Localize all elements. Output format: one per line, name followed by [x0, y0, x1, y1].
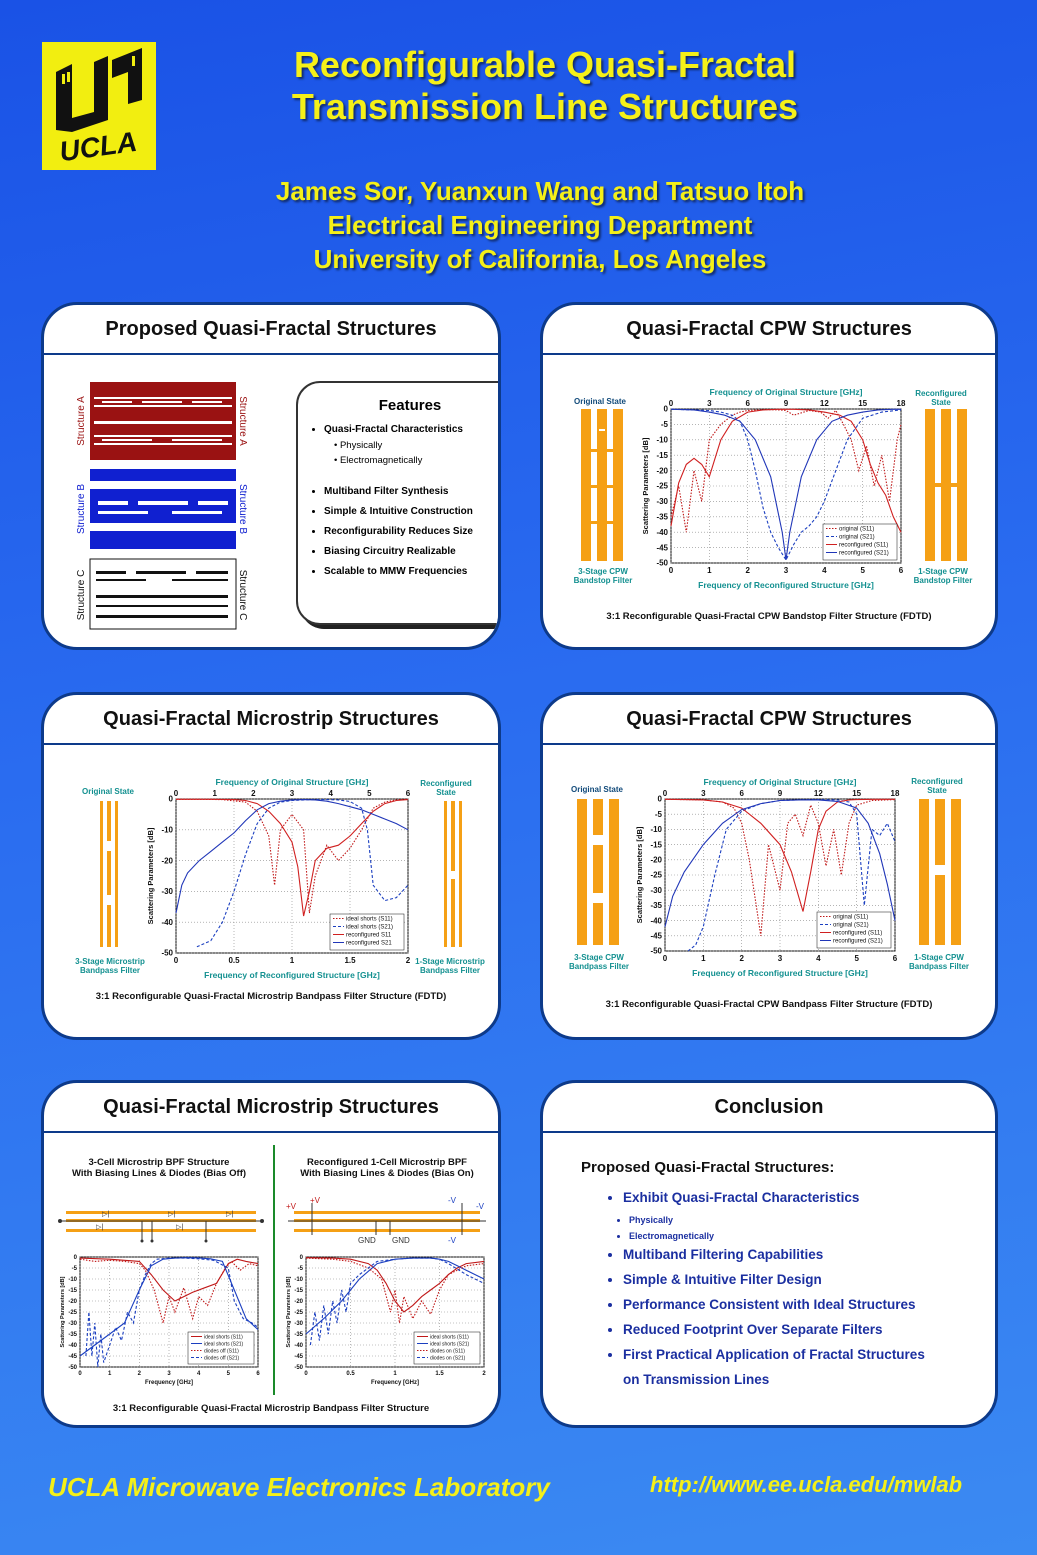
y-tick-label: -20: [656, 466, 668, 476]
y-tick-label: -15: [68, 1288, 77, 1294]
legend-entry: ideal shorts (S21): [346, 924, 394, 931]
y-tick-label: -30: [161, 887, 173, 897]
x-tick-label: 3: [777, 954, 783, 963]
top-tick-label: 5: [367, 789, 372, 798]
legend-entry: reconfigured S21: [346, 940, 392, 947]
x-tick-label: 5: [226, 1371, 231, 1377]
x-tick-label: 0: [304, 1371, 308, 1377]
top-tick-label: 12: [819, 399, 829, 408]
x-tick-label: 0.5: [228, 956, 240, 965]
panel-microstrip-biasing: [41, 1080, 501, 1428]
feature-item: • Simple & Intuitive Construction: [324, 506, 501, 517]
x-tick-label: 4: [822, 566, 827, 575]
x-tick-label: 1.5: [435, 1371, 444, 1377]
x-tick-label: 2: [137, 1371, 142, 1377]
structure-drawings: [72, 377, 292, 637]
y-tick-label: -10: [650, 825, 662, 835]
legend-entry: original (S11): [839, 526, 875, 533]
y-tick-label: -10: [656, 435, 668, 445]
y-tick-label: -5: [297, 1266, 303, 1272]
panel-title: Proposed Quasi-Fractal Structures: [44, 305, 498, 355]
legend-entry: diodes off (S11): [204, 1348, 239, 1355]
panel-cpw-bandstop: [540, 302, 998, 650]
right-structure-caption: 1-Stage CPW Bandpass Filter: [908, 953, 969, 971]
conclusion-content: [581, 1159, 981, 1397]
x-tick-label: 3: [167, 1371, 171, 1377]
y-tick-label: -50: [161, 948, 173, 958]
reconfigured-state-label: Reconfigured State: [911, 777, 963, 795]
conclusion-item: • Simple & Intuitive Filter Design: [623, 1272, 981, 1287]
x-tick-label: 3: [783, 566, 789, 575]
cpw-1stage-bandpass-drawing: [917, 799, 963, 945]
x-tick-label: 0: [662, 954, 668, 963]
y-tick-label: -45: [650, 931, 662, 941]
svg-text:UCLA: UCLA: [57, 125, 139, 168]
x-axis-label: Frequency of Reconfigured Structure [GHz]: [204, 970, 380, 980]
legend-entry: diodes off (S21): [204, 1355, 240, 1362]
right-structure-caption: 1-Stage CPW Bandstop Filter: [913, 567, 973, 585]
x-tick-label: 1: [701, 954, 706, 963]
lab-url[interactable]: http://www.ee.ucla.edu/mwlab: [650, 1472, 963, 1497]
svg-text:+V: +V: [286, 1202, 297, 1211]
x-tick-label: 1: [707, 566, 712, 575]
feature-subitem: • Physically: [334, 440, 383, 451]
original-state-label: Original State: [570, 785, 623, 794]
biasing-on-circuit: [282, 1195, 494, 1245]
y-tick-label: -45: [294, 1354, 303, 1360]
svg-text:Structure A: Structure A: [76, 396, 87, 446]
y-tick-label: -20: [161, 856, 173, 866]
y-tick-label: -10: [161, 825, 173, 835]
microstrip-bandpass-chart: [144, 771, 414, 981]
x-tick-label: 6: [256, 1371, 260, 1377]
svg-text:Structure A: Structure A: [237, 396, 248, 446]
y-tick-label: -30: [656, 497, 668, 507]
y-tick-label: -10: [294, 1277, 303, 1283]
y-tick-label: -15: [656, 450, 668, 460]
legend-entry: original (S21): [833, 922, 869, 929]
top-tick-label: 2: [251, 789, 256, 798]
author-block: [160, 174, 920, 276]
legend-entry: reconfigured S11: [346, 932, 392, 939]
x-tick-label: 1.5: [344, 956, 356, 965]
ucla-logo-icon: [42, 42, 156, 170]
panel-title: Quasi-Fractal Microstrip Structures: [44, 695, 498, 745]
svg-text:-V: -V: [448, 1196, 456, 1205]
legend-entry: ideal shorts (S21): [430, 1341, 470, 1348]
top-tick-label: 3: [707, 399, 712, 408]
y-axis-label: Scattering Parameters [dB]: [286, 1276, 292, 1348]
legend-entry: reconfigured (S21): [839, 550, 889, 557]
features-box: [296, 381, 501, 625]
reconfigured-state-label: Reconfigured State: [420, 779, 472, 797]
y-tick-label: -25: [650, 870, 662, 880]
cpw-bandpass-chart: [633, 771, 901, 979]
x-tick-label: 0: [173, 956, 179, 965]
y-tick-label: -40: [161, 917, 173, 927]
svg-text:▷|: ▷|: [176, 1224, 184, 1231]
top-axis-label: Frequency of Original Structure [GHz]: [703, 777, 857, 787]
panel-conclusion: [540, 1080, 998, 1428]
y-tick-label: -45: [656, 543, 668, 553]
y-tick-label: -20: [68, 1299, 77, 1305]
y-tick-label: -35: [656, 512, 668, 522]
y-tick-label: -15: [650, 840, 662, 850]
cpw-3stage-bandpass-drawing: [575, 799, 621, 945]
y-tick-label: -50: [650, 946, 662, 956]
x-tick-label: 6: [892, 954, 898, 963]
svg-text:Structure C: Structure C: [237, 569, 248, 621]
x-tick-label: 1: [289, 956, 295, 965]
panel-proposed-structures: [41, 302, 501, 650]
y-tick-label: -50: [656, 558, 668, 568]
conclusion-heading: Proposed Quasi-Fractal Structures:: [581, 1159, 835, 1176]
x-tick-label: 0: [668, 566, 674, 575]
cpw-1stage-drawing: [923, 409, 969, 561]
top-tick-label: 6: [405, 789, 411, 798]
x-tick-label: 2: [745, 566, 750, 575]
conclusion-list: [581, 1190, 981, 1387]
top-axis-label: Frequency of Original Structure [GHz]: [709, 387, 863, 397]
y-tick-label: 0: [73, 1255, 77, 1261]
conclusion-subitem: • Physically: [629, 1215, 981, 1225]
x-axis-label: Frequency of Reconfigured Structure [GHz]: [698, 580, 874, 590]
university: University of California, Los Angeles: [313, 244, 767, 274]
panel-caption: 3:1 Reconfigurable Quasi-Fractal Microstrip Bandpass Filter Structure (FDTD): [95, 991, 447, 1002]
panel-caption: 3:1 Reconfigurable Quasi-Fractal Microstrip Bandpass Filter Structure: [112, 1403, 430, 1414]
y-tick-label: 0: [657, 794, 662, 804]
conclusion-subitem: • Electromagnetically: [629, 1231, 981, 1241]
panel-title: Quasi-Fractal CPW Structures: [543, 695, 995, 745]
y-tick-label: -25: [68, 1310, 77, 1316]
legend-entry: ideal shorts (S11): [204, 1334, 243, 1341]
poster-title: [200, 44, 890, 128]
x-tick-label: 0: [78, 1371, 82, 1377]
microstrip-3stage-drawing: [96, 801, 122, 947]
svg-text:Structure B: Structure B: [76, 483, 87, 535]
y-tick-label: -15: [294, 1288, 303, 1294]
svg-text:GND: GND: [392, 1236, 410, 1245]
y-tick-label: -30: [68, 1321, 77, 1327]
top-tick-label: 18: [890, 789, 900, 798]
panel-title: Quasi-Fractal CPW Structures: [543, 305, 995, 355]
legend-entry: original (S21): [839, 534, 875, 541]
features-title: Features: [378, 397, 442, 414]
divider: [273, 1145, 275, 1395]
x-tick-label: 1: [107, 1371, 112, 1377]
x-tick-label: 0.5: [346, 1371, 355, 1377]
lab-name: UCLA Microwave Electronics Laboratory: [48, 1472, 550, 1502]
conclusion-item: • Reduced Footprint Over Separate Filters: [623, 1322, 981, 1337]
panel-caption: 3:1 Reconfigurable Quasi-Fractal CPW Bandstop Filter Structure (FDTD): [606, 611, 932, 622]
top-tick-label: 6: [739, 789, 744, 798]
panel-title: Quasi-Fractal Microstrip Structures: [44, 1083, 498, 1133]
x-tick-label: 2: [482, 1371, 486, 1377]
y-tick-label: -35: [68, 1332, 77, 1338]
feature-item: • Multiband Filter Synthesis: [324, 486, 501, 497]
top-tick-label: 9: [777, 789, 783, 798]
y-tick-label: -5: [654, 809, 662, 819]
conclusion-item: • Exhibit Quasi-Fractal Characteristics: [623, 1190, 981, 1205]
right-structure-caption: 1-Stage Microstrip Bandpass Filter: [415, 957, 485, 975]
top-tick-label: 0: [668, 399, 674, 408]
legend-entry: reconfigured (S11): [839, 542, 889, 549]
legend-entry: original (S11): [833, 914, 869, 921]
top-tick-label: 3: [701, 789, 706, 798]
left-subheading: 3-Cell Microstrip BPF Structure With Biasing Lines & Diodes (Bias Off): [71, 1157, 247, 1179]
top-tick-label: 6: [745, 399, 750, 408]
y-tick-label: -45: [68, 1354, 77, 1360]
x-tick-label: 1: [393, 1371, 397, 1377]
x-tick-label: 5: [860, 566, 865, 575]
legend-entry: reconfigured (S11): [833, 930, 883, 937]
svg-text:Structure B: Structure B: [237, 483, 248, 535]
original-state-label: Original State: [81, 787, 134, 796]
y-tick-label: 0: [299, 1255, 303, 1261]
top-tick-label: 0: [173, 789, 179, 798]
x-tick-label: 2: [405, 956, 411, 965]
y-tick-label: -25: [294, 1310, 303, 1316]
x-axis-label: Frequency [GHz]: [144, 1380, 194, 1386]
svg-text:-V: -V: [476, 1202, 484, 1211]
top-tick-label: 0: [662, 789, 668, 798]
ucla-logo: [42, 42, 156, 170]
top-tick-label: 18: [896, 399, 906, 408]
title-line-2: Transmission Line Structures: [291, 86, 799, 127]
y-tick-label: -40: [656, 527, 668, 537]
bias-on-chart: [284, 1249, 490, 1387]
department: Electrical Engineering Department: [327, 210, 753, 240]
legend-entry: ideal shorts (S21): [204, 1341, 244, 1348]
y-tick-label: -50: [68, 1365, 77, 1371]
biasing-off-circuit: [56, 1201, 266, 1245]
y-tick-label: -10: [68, 1277, 77, 1283]
top-tick-label: 9: [783, 399, 789, 408]
svg-text:▷|: ▷|: [168, 1211, 176, 1218]
x-tick-label: 5: [854, 954, 859, 963]
right-subheading: Reconfigured 1-Cell Microstrip BPF With Biasing Lines & Diodes (Bias On): [300, 1157, 474, 1179]
y-tick-label: -20: [650, 855, 662, 865]
x-tick-label: 4: [816, 954, 821, 963]
svg-text:-V: -V: [448, 1236, 456, 1245]
feature-item: • Biasing Circuitry Realizable: [324, 546, 501, 557]
y-tick-label: -20: [294, 1299, 303, 1305]
conclusion-item-continued: on Transmission Lines: [623, 1372, 770, 1387]
top-tick-label: 15: [858, 399, 868, 408]
panel-title: Conclusion: [543, 1083, 995, 1133]
conclusion-item: • Multiband Filtering Capabilities: [623, 1247, 981, 1262]
y-tick-label: -25: [656, 481, 668, 491]
x-axis-label: Frequency [GHz]: [370, 1380, 420, 1386]
top-tick-label: 12: [813, 789, 823, 798]
legend-entry: ideal shorts (S11): [430, 1334, 469, 1341]
features-list: [298, 424, 501, 577]
y-tick-label: 0: [663, 404, 668, 414]
svg-text:+V: +V: [310, 1196, 321, 1205]
legend-entry: diodes on (S11): [430, 1348, 465, 1355]
legend-entry: diodes on (S21): [430, 1355, 466, 1362]
y-tick-label: -30: [650, 885, 662, 895]
y-tick-label: -40: [68, 1343, 77, 1349]
y-axis-label: Scattering Parameters [dB]: [635, 826, 644, 924]
feature-subitem: • Electromagnetically: [334, 455, 423, 466]
feature-item: • Quasi-Fractal Characteristics: [324, 424, 501, 435]
reconfigured-state-label: Reconfigured State: [915, 389, 967, 407]
svg-text:▷|: ▷|: [96, 1224, 104, 1231]
svg-text:▷|: ▷|: [226, 1211, 234, 1218]
panel-caption: 3:1 Reconfigurable Quasi-Fractal CPW Bandpass Filter Structure (FDTD): [605, 999, 933, 1010]
top-tick-label: 3: [289, 789, 295, 798]
left-structure-caption: 3-Stage CPW Bandpass Filter: [568, 953, 629, 971]
authors: James Sor, Yuanxun Wang and Tatsuo Itoh: [275, 176, 805, 206]
left-structure-caption: 3-Stage Microstrip Bandpass Filter: [75, 957, 145, 975]
y-axis-label: Scattering Parameters [dB]: [146, 827, 155, 925]
left-structure-caption: 3-Stage CPW Bandstop Filter: [573, 567, 633, 585]
conclusion-item: • Performance Consistent with Ideal Structures: [623, 1297, 981, 1312]
microstrip-1stage-drawing: [440, 801, 466, 947]
panel-cpw-bandpass: [540, 692, 998, 1040]
y-tick-label: -35: [294, 1332, 303, 1338]
top-axis-label: Frequency of Original Structure [GHz]: [215, 777, 369, 787]
y-tick-label: -50: [294, 1365, 303, 1371]
x-tick-label: 4: [196, 1371, 201, 1377]
svg-text:▷|: ▷|: [102, 1211, 110, 1218]
top-tick-label: 15: [852, 789, 862, 798]
bias-off-chart: [58, 1249, 264, 1387]
legend-entry: ideal shorts (S11): [346, 916, 393, 923]
y-tick-label: -30: [294, 1321, 303, 1327]
y-tick-label: -5: [660, 420, 668, 430]
y-tick-label: -5: [71, 1266, 77, 1272]
x-axis-label: Frequency of Reconfigured Structure [GHz]: [692, 968, 868, 978]
svg-text:GND: GND: [358, 1236, 376, 1245]
top-tick-label: 4: [328, 789, 333, 798]
panel-microstrip-bandpass: [41, 692, 501, 1040]
conclusion-item: • First Practical Application of Fractal Structures: [623, 1347, 981, 1362]
feature-item: • Scalable to MMW Frequencies: [324, 566, 501, 577]
y-tick-label: -40: [294, 1343, 303, 1349]
original-state-label: Original State: [573, 397, 626, 406]
y-tick-label: -35: [650, 901, 662, 911]
title-line-1: Reconfigurable Quasi-Fractal: [293, 44, 797, 85]
y-tick-label: -40: [650, 916, 662, 926]
y-axis-label: Scattering Parameters [dB]: [641, 437, 650, 535]
svg-text:Structure C: Structure C: [76, 569, 87, 621]
x-tick-label: 6: [898, 566, 904, 575]
y-tick-label: 0: [168, 794, 173, 804]
x-tick-label: 2: [739, 954, 744, 963]
top-tick-label: 1: [212, 789, 217, 798]
y-axis-label: Scattering Parameters [dB]: [60, 1276, 66, 1348]
feature-item: • Reconfigurability Reduces Size: [324, 526, 501, 537]
cpw-3stage-drawing: [579, 409, 625, 561]
cpw-bandstop-chart: [639, 381, 907, 591]
legend-entry: reconfigured (S21): [833, 938, 883, 945]
